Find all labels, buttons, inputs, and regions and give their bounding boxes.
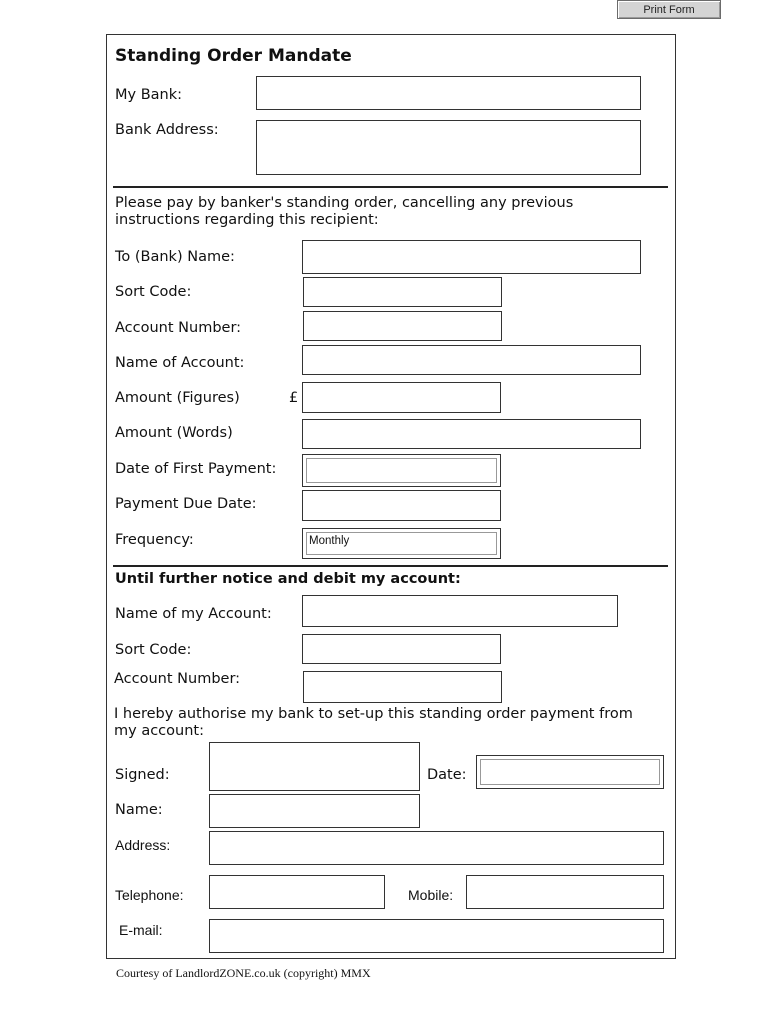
name-label: Name:	[115, 802, 163, 818]
payment-due-date-field[interactable]	[302, 490, 501, 521]
my-bank-field[interactable]	[256, 76, 641, 110]
bank-address-field[interactable]	[256, 120, 641, 175]
amount-figures-label: Amount (Figures)	[115, 390, 240, 406]
frequency-label: Frequency:	[115, 532, 194, 548]
address-field[interactable]	[209, 831, 664, 865]
address-label: Address:	[115, 837, 171, 853]
mobile-label: Mobile:	[408, 887, 454, 903]
footer-credit: Courtesy of LandlordZONE.co.uk (copyright) MMX	[116, 966, 371, 980]
debit-sort-code-field[interactable]	[302, 634, 501, 664]
pound-symbol: £	[289, 390, 299, 406]
date-first-payment-label: Date of First Payment:	[115, 461, 277, 477]
frequency-value: Monthly	[309, 535, 350, 547]
signature-field[interactable]	[209, 742, 420, 791]
email-label: E-mail:	[119, 922, 163, 938]
amount-words-label: Amount (Words)	[115, 425, 233, 441]
section-divider	[113, 565, 668, 567]
to-bank-name-field[interactable]	[302, 240, 641, 274]
account-number-label: Account Number:	[115, 320, 242, 336]
name-field[interactable]	[209, 794, 420, 828]
instruction-text: Please pay by banker's standing order, cancelling any previous instructions regarding this recipient:	[115, 195, 574, 228]
frequency-field[interactable]	[302, 528, 501, 559]
amount-figures-field[interactable]	[302, 382, 501, 413]
debit-sort-code-label: Sort Code:	[115, 642, 192, 658]
name-of-my-account-field[interactable]	[302, 595, 618, 627]
date-first-payment-field[interactable]	[302, 454, 501, 487]
name-of-my-account-label: Name of my Account:	[115, 606, 272, 622]
email-field[interactable]	[209, 919, 664, 953]
debit-account-number-label: Account Number:	[114, 671, 241, 687]
to-bank-name-label: To (Bank) Name:	[115, 249, 235, 265]
form-title: Standing Order Mandate	[115, 46, 352, 66]
name-of-account-field[interactable]	[302, 345, 641, 375]
sort-code-label: Sort Code:	[115, 284, 192, 300]
debit-account-number-field[interactable]	[303, 671, 502, 703]
date-label: Date:	[427, 767, 467, 783]
telephone-field[interactable]	[209, 875, 385, 909]
my-bank-label: My Bank:	[115, 87, 183, 103]
signature-date-field[interactable]	[476, 755, 664, 789]
amount-words-field[interactable]	[302, 419, 641, 449]
sort-code-field[interactable]	[303, 277, 502, 307]
account-number-field[interactable]	[303, 311, 502, 341]
print-form-button[interactable]: Print Form	[617, 0, 721, 19]
debit-heading: Until further notice and debit my account:	[115, 571, 461, 587]
name-of-account-label: Name of Account:	[115, 355, 245, 371]
section-divider	[113, 186, 668, 188]
telephone-label: Telephone:	[115, 887, 184, 903]
mobile-field[interactable]	[466, 875, 664, 909]
signed-label: Signed:	[115, 767, 170, 783]
bank-address-label: Bank Address:	[115, 122, 219, 138]
payment-due-date-label: Payment Due Date:	[115, 496, 257, 512]
authorise-text: I hereby authorise my bank to set-up this standing order payment from my account:	[114, 706, 633, 739]
